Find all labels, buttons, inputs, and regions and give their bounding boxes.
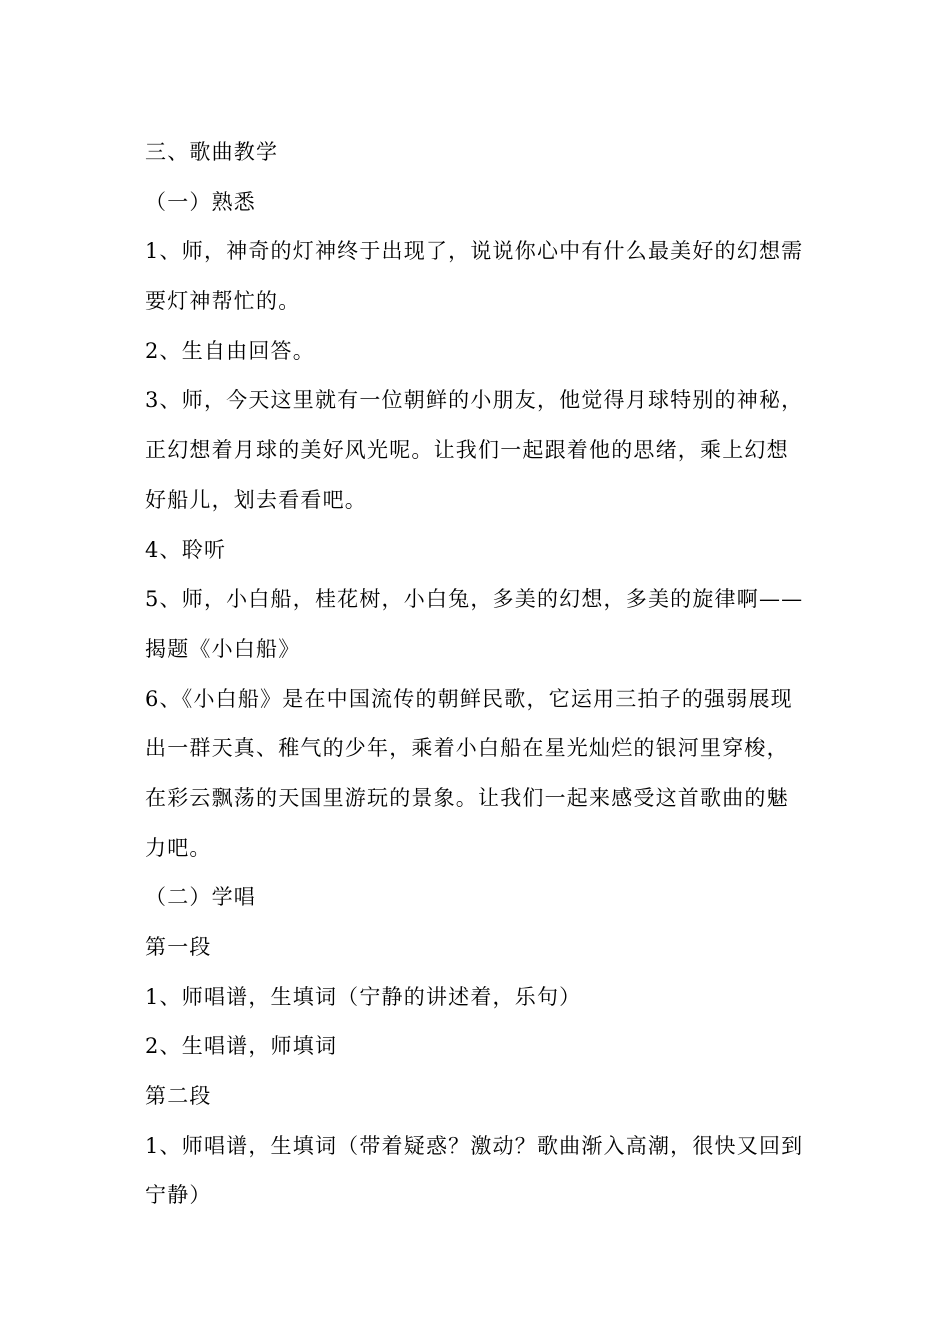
paragraph-line: 1、师唱谱，生填词（宁静的讲述着，乐句） <box>145 984 582 1009</box>
paragraph-line: 6、《小白船》是在中国流传的朝鲜民歌，它运用三拍子的强弱展现 <box>145 686 793 711</box>
paragraph-line: 4、聆听 <box>145 537 227 562</box>
paragraph-line: 1、师，神奇的灯神终于出现了，说说你心中有什么最美好的幻想需 <box>145 239 804 264</box>
section-heading: 三、歌曲教学 <box>145 140 279 164</box>
paragraph-line: 3、师，今天这里就有一位朝鲜的小朋友，他觉得月球特别的神秘， <box>145 388 804 413</box>
paragraph-line: 2、生自由回答。 <box>145 338 315 363</box>
part-heading: 第一段 <box>145 935 212 959</box>
paragraph-line: 好船儿，划去看看吧。 <box>145 487 367 512</box>
paragraph-line: 力吧。 <box>145 835 212 860</box>
paragraph-line: 出一群天真、稚气的少年，乘着小白船在星光灿烂的银河里穿梭， <box>145 736 789 761</box>
subsection-heading: （一）熟悉 <box>145 189 256 214</box>
paragraph-line: 2、生唱谱，师填词 <box>145 1034 338 1059</box>
document-body <box>145 128 810 1221</box>
subsection-heading: （二）学唱 <box>145 885 256 910</box>
paragraph-line: 正幻想着月球的美好风光呢。让我们一起跟着他的思绪，乘上幻想 <box>145 438 789 463</box>
paragraph-line: 宁静） <box>145 1183 212 1208</box>
part-heading: 第二段 <box>145 1084 212 1109</box>
paragraph-line: 在彩云飘荡的天国里游玩的景象。让我们一起来感受这首歌曲的魅 <box>145 785 789 810</box>
paragraph-line: 要灯神帮忙的。 <box>145 289 301 314</box>
paragraph-line: 揭题《小白船》 <box>145 636 301 661</box>
paragraph-line: 5、师，小白船，桂花树，小白兔，多美的幻想，多美的旋律啊—— <box>145 587 804 612</box>
paragraph-line: 1、师唱谱，生填词（带着疑惑？激动？歌曲渐入高潮，很快又回到 <box>145 1133 804 1158</box>
